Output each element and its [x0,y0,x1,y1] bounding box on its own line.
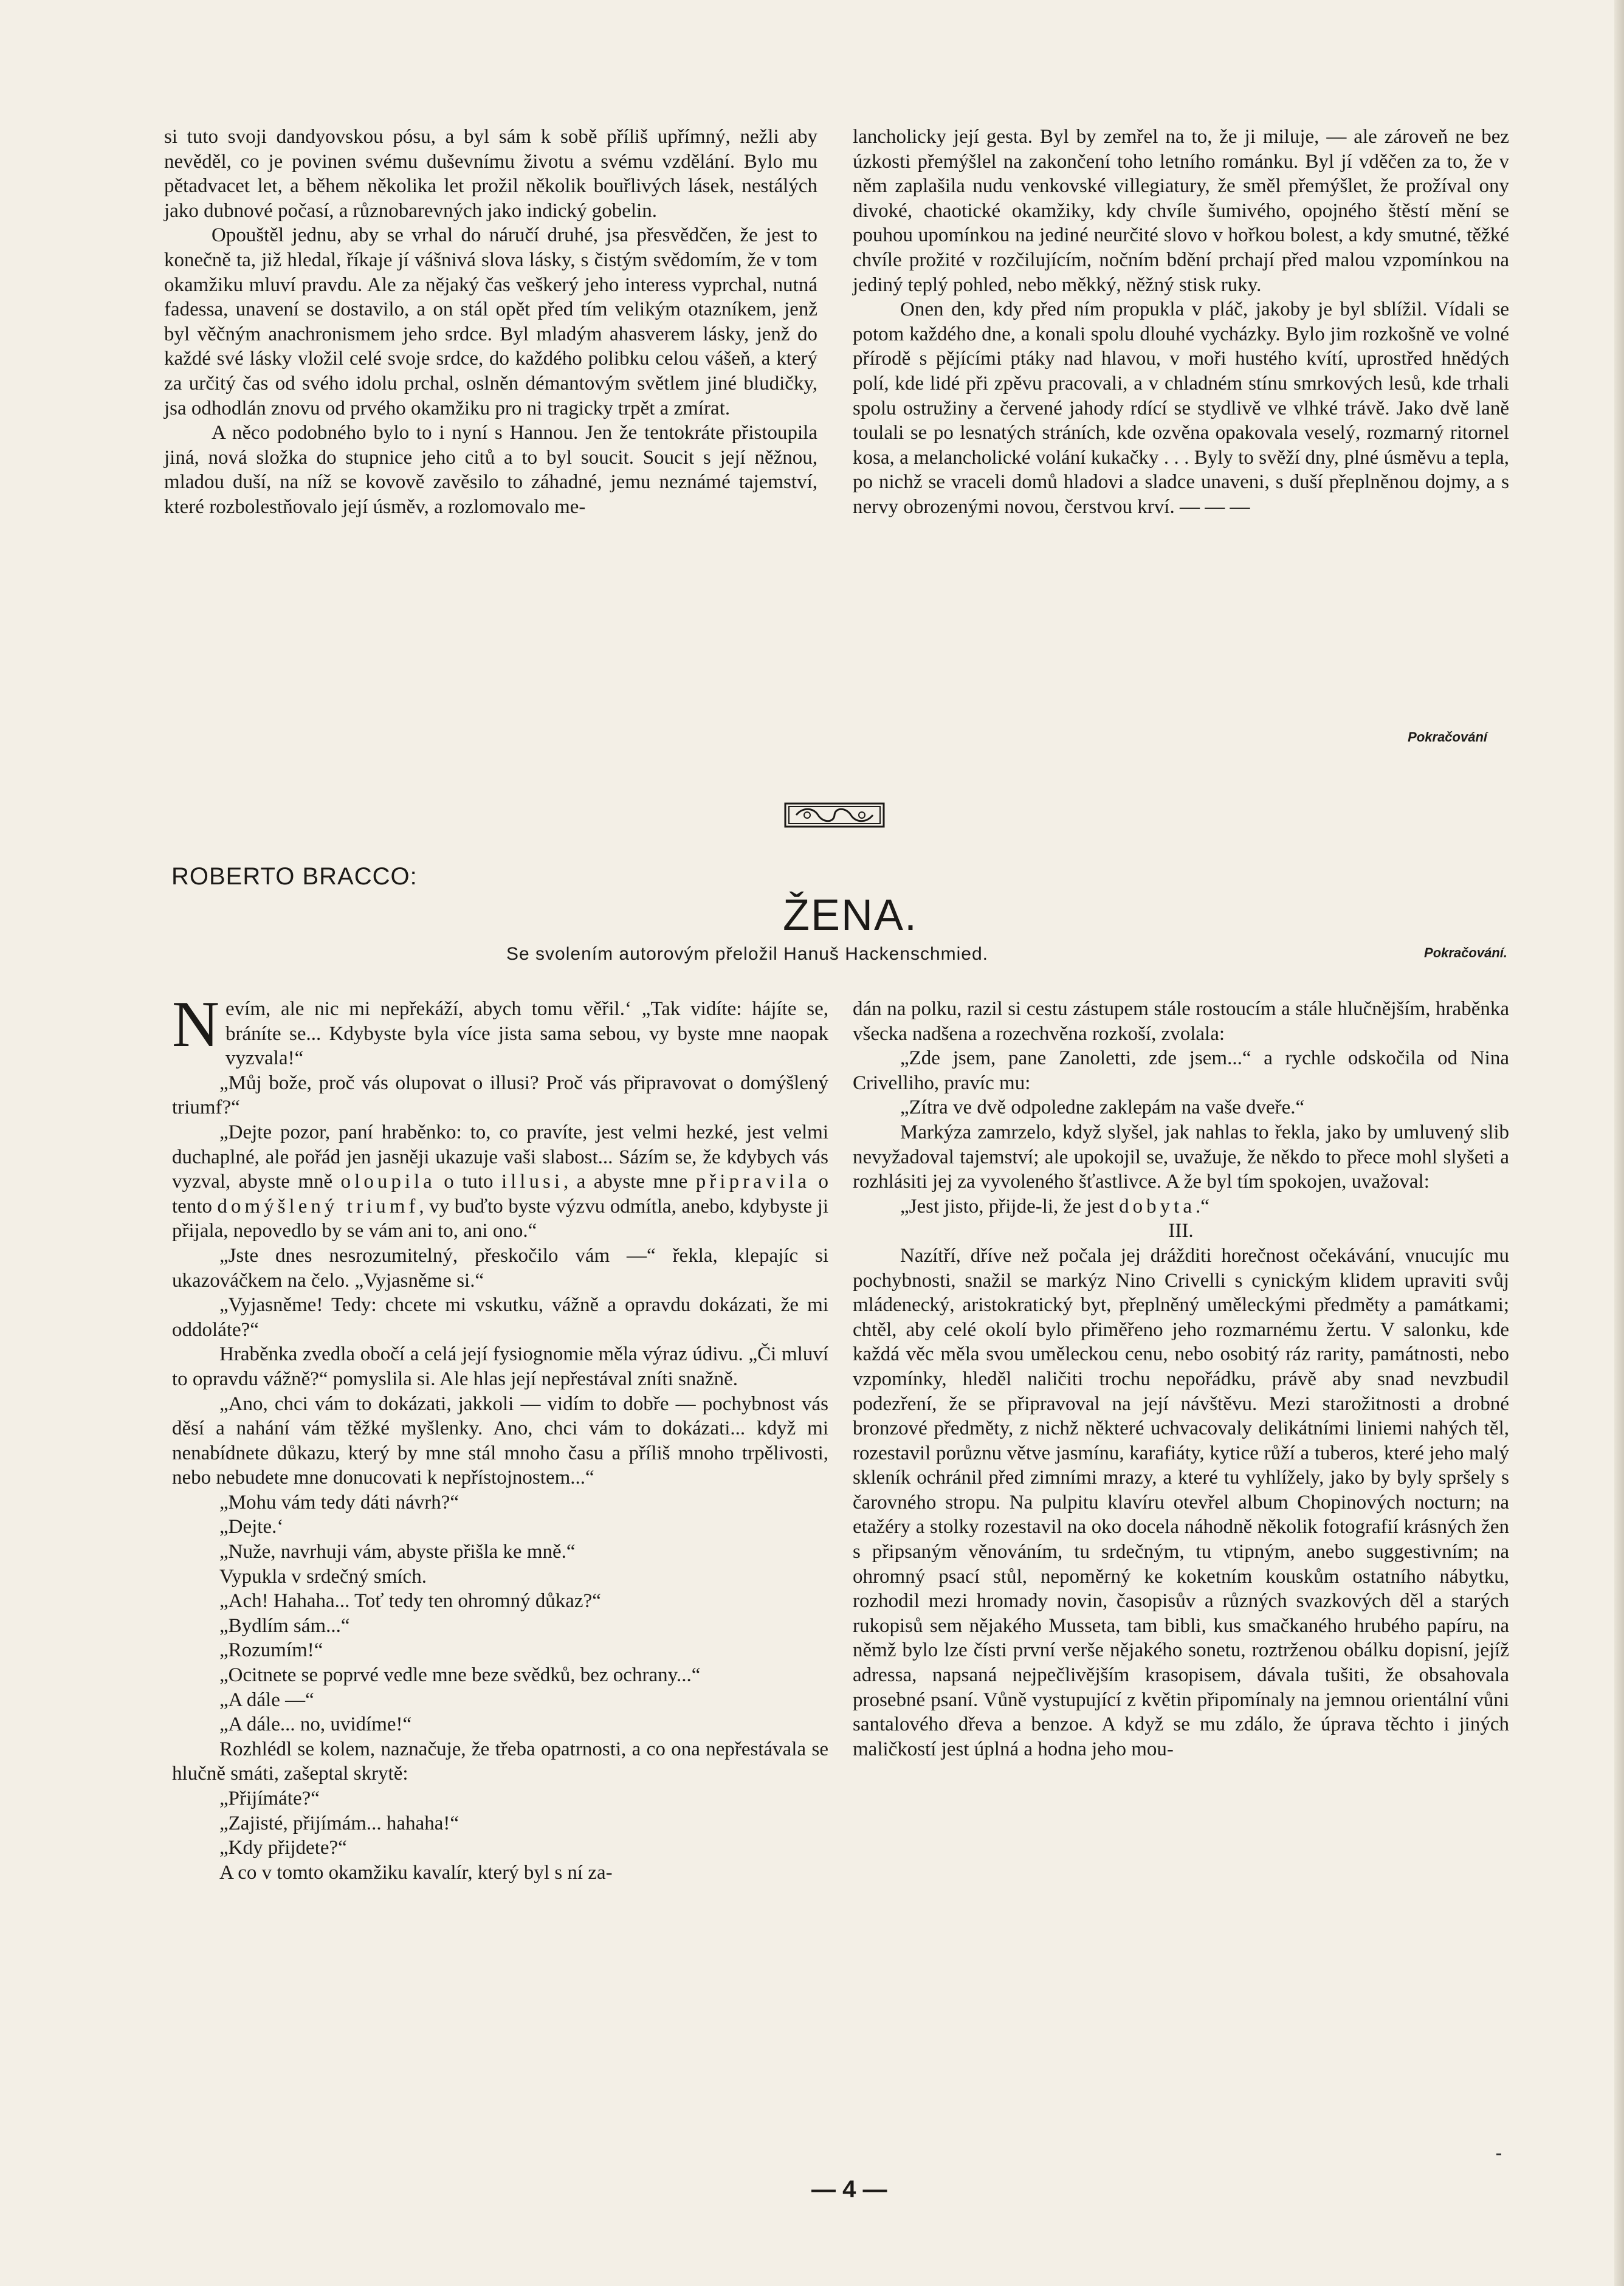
paragraph [172,1515,828,1540]
paragraph-text: „Ocitnete se poprvé vedle mne beze svědků, bez ochrany...“ [219,1664,701,1687]
emphasis-spaced: oloupila [340,1171,436,1193]
paragraph [172,1565,828,1589]
paragraph-text: „Zítra ve dvě odpoledne zaklepám na vaše dveře.“ [900,1097,1305,1119]
paragraph [853,1046,1509,1095]
text-run: „Jest jisto, přijde-li, že jest [900,1195,1120,1217]
paragraph-text: „Kdy přijdete?“ [219,1837,347,1859]
ornament-divider-icon [784,801,885,829]
article-top-left-column [164,125,817,520]
paragraph [172,1293,828,1342]
paragraph [172,1638,828,1663]
paragraph-text: Nazítří, dříve než počala jej drážditi horečnost očekávání, vnucujíc mu pochybnosti, snažil se markýz Nino Crivelli s cynickým klidem upraviti svůj mládenecký, aristokratický byt, přeplněný uměleckými předměty a památkami; chtěl, aby celé okolí bylo přiměřeno jeho rozmarnému žertu. V salonku, kde každá věc měla svou uměleckou cenu, nebo osobitý ráz rarity, památnosti, nebo vzpomínky, hleděl naličiti trochu nepořádku, právě aby snad nevzbudil podezření, že se připravoval na její návštěvu. Mezi starožitnosti a drobné bronzové předměty, z nichž některé uchvacovaly delikátními liniemi nahých těl, rozestavil porůznu větve jasmínu, karafiáty, kytice růží a tuberos, které jeho malý skleník ochránil před zimními mrazy, a které tu vyhlížely, jako by byly spršely s čarovného stropu. Na pulpitu klavíru otevřel album Chopinových nocturn; na etažéry a stolky rozestavil na oko docela náhodně několik fotografií krásných žen s připsaným věnováním, tu srdečným, tu vtipným, anebo suggestivním; na ohromný psací stůl, nepoměrný ke koketním kouskům ostatního nábytku, rozhodil mezi hromady novin, časopisův a různých svazkových děl a starých rukopisů sem nějakého Musseta, tam bibli, kus smačkaného hrubého papíru, na němž bylo lze čísti první verše nějakého sonetu, roztrženou obálku dopisní, jejíž adressa, napsaná nejpečlivějším krasopisem, dávala tušiti, že obsahovala prosebné psaní. Vůně vystupující z květin připomínaly na jemnou orientální vůni santalového dřeva a benzoe. A když se mu zdálo, že úprava těchto i jiných maličkostí jest úplná a hodna jeho mou- [853,1244,1509,1760]
paragraph [853,125,1509,297]
text-run: , a abyste mne [563,1171,696,1193]
drop-cap: N [172,988,219,1061]
paragraph-text: „A dále... no, uvidíme!“ [219,1713,412,1736]
paragraph [853,1194,1509,1219]
author-heading: ROBERTO BRACCO: [171,863,418,890]
paragraph [164,421,817,519]
emphasis-spaced: domýšlený triumf [217,1195,419,1217]
paragraph [853,1120,1509,1194]
story-right-column [853,997,1509,1761]
paragraph-text: „Ach! Hahaha... Toť tedy ten ohromný důkaz?“ [219,1590,601,1613]
paragraph-text: „Zajisté, přijímám... hahaha!“ [219,1812,459,1834]
paragraph-text: A něco podobného bylo to i nyní s Hannou. Jen že tentokráte přistoupila jiná, nová složka do stupnice jeho citů a to byl soucit. Soucit s její něžnou, mladou duší, na níž se kovově zavěsilo to záhadné, jemu neznámé tajemství, které rozbolestňovalo její úsměv, a rozlomovalo me- [164,422,817,518]
paragraph-text: „A dále —“ [219,1689,314,1711]
paragraph-text: „Můj bože, proč vás olupovat o illusi? Proč vás připravovat o domýšlený triumf?“ [172,1072,828,1119]
paragraph [172,1663,828,1688]
paragraph [853,997,1509,1046]
paragraph [853,1219,1509,1244]
paragraph [853,1244,1509,1761]
paragraph-text: „Zde jsem, pane Zanoletti, zde jsem...“ a rychle odskočila od Nina Crivelliho, pravíc mu: [853,1047,1509,1094]
paragraph-text: Vypukla v srdečný smích. [219,1565,427,1588]
paragraph [172,1342,828,1391]
paragraph [172,1120,828,1244]
paragraph [172,1540,828,1565]
paragraph [172,1712,828,1737]
paragraph-text: „Bydlím sám...“ [219,1614,350,1637]
text-run: o tento [172,1171,828,1217]
text-run: .“ [1196,1195,1209,1217]
paragraph [172,1071,828,1120]
paragraph [172,1490,828,1515]
paragraph [164,223,817,421]
paragraph-text: „Vyjasněme! Tedy: chcete mi vskutku, vážně a opravdu dokázati, že mi oddoláte?“ [172,1294,828,1341]
story-title: ŽENA. [783,891,918,940]
paragraph-text: III. [1168,1220,1194,1242]
paragraph-text: si tuto svoji dandyovskou pósu, a byl sám k sobě příliš upřímný, nežli aby nevěděl, co je povinen svému duševnímu životu a svému vzdělání. Bylo mu pětadvacet let, a během několika let prožil několik bouřlivých lásek, nestálých jako dubnové počasí, a různobarevných jako indický gobelin. [164,126,817,222]
paragraph [172,1392,828,1490]
paragraph-text: „Rozumím!“ [219,1639,323,1662]
paragraph-text: „Jste dnes nesrozumitelný, přeskočilo vám —“ řekla, klepajíc si ukazováčkem na čelo. „Vyjasněme si.“ [172,1244,828,1292]
emphasis-spaced: připravila [695,1171,811,1193]
continuation-note-title: Pokračování. [1424,945,1507,960]
paragraph-text: „Mohu vám tedy dáti návrh?“ [219,1491,459,1513]
paragraph [172,1244,828,1293]
paragraph [172,1688,828,1713]
paragraph [172,1786,828,1811]
paragraph-text: „Ano, chci vám to dokázati, jakkoli — vidím to dobře — pochybnost vás děsí a nahání vám těžké myšlenky. Ano, chci vám to dokázati... když mi nenabídnete důkazu, který by mne stál mnoho času a příliš mnoho trpělivosti, nebo nebudete mne donucovati k nepřístojnostem...“ [172,1393,828,1489]
text-run: , vy buďto byste výzvu odmítla, anebo, kdybyste ji přijala, nepovedlo by se vám ani to, ani ono.“ [172,1195,829,1242]
paragraph-text: „Přijímáte?“ [219,1788,320,1809]
page-number: — 4 — [811,2176,887,2203]
paragraph [172,988,828,1071]
emphasis-spaced: dobyta [1119,1195,1196,1217]
paragraph-text: Onen den, kdy před ním propukla v pláč, jakoby je byl sblížil. Vídali se potom každého dne, a konali spolu dlouhé vycházky. Bylo jim rozkošně ve volné přírodě s pějícími ptáky nad hlavou, v moři hustého kvítí, uprostřed hnědých polí, kde lidé při zpěvu pracovali, a v chladném stínu smrkových lesů, kde trhali spolu ostružiny a červené jahody rdící se stydlivě ve vlhké trávě. Jako dvě laně toulali se po lesnatých stráních, kde ozvěna opakovala veselý, rozmarný ritornel kosa, a melancholické volání kukačky . . . Byly to svěží dny, plné úsměvu a tepla, po nichž se vraceli domů hladovi a sladce unaveni, s duší přeplněnou dojmy, a s nervy obrozenými novou, čerstvou krví. — — — [853,298,1509,518]
paragraph-text: „Dejte.‘ [219,1516,284,1538]
paragraph-text: lancholicky její gesta. Byl by zemřel na to, že ji miluje, — ale zároveň ne bez úzkosti přemýšlel na zakončení toho letního románku. Byl jí vděčen za to, že v něm zaplašila nudu venkovské villegiatury, že směl přemýšlet, že prožíval ony divoké, chaotické okamžiky, kdy chvíle šumivého, opojného štěstí mění se pouhou upomínkou na jediné neurčité slovo v hořkou bolest, a kdy smutné, těžké chvíle prožité v rozčilujícím, nočním bdění prchají před malou vzpomínkou na jediný teplý pohled, nebo měkký, něžný stisk ruky. [853,126,1509,296]
paragraph-text: Hraběnka zvedla obočí a celá její fysiognomie měla výraz údivu. „Či mluví to opravdu vážně?“ pomyslila si. Ale hlas její nepřestával zníti snažně. [172,1343,828,1390]
paragraph [172,1737,828,1786]
paragraph [172,1589,828,1614]
paragraph-text: Markýza zamrzelo, když slyšel, jak nahlas to řekla, jako by umluvený slib nevyžadoval tajemství; ale upokojil se, uvažuje, že někdo to přece mohl slyšeti a rozhlásiti jej za vyvoleného šťastlivce. A že byl tím spokojen, uvažoval: [853,1121,1509,1193]
paragraph-text: evím, ale nic mi nepřekáží, abych tomu věřil.‘ „Tak vidíte: hájíte se, bráníte se... Kdybyste byla více jista sama sebou, vy byste mne naopak vyzvala!“ [225,998,828,1070]
paragraph-text: Rozhlédl se kolem, naznačuje, že třeba opatrnosti, a co ona nepřestávala se hlučně smáti, zašeptal skrytě: [172,1738,828,1785]
paragraph [172,1861,828,1885]
paragraph [853,297,1509,519]
paragraph [172,1614,828,1639]
paragraph-text: A co v tomto okamžiku kavalír, který byl s ní za- [219,1861,613,1884]
emphasis-spaced: illusi [501,1171,563,1193]
text-run: „Dejte pozor, paní hraběnko: to, co pravíte, jest velmi hezké, jest velmi duchaplné, ale pořád jen jasněji ukazuje vaši slabost... Sázím se, že kdybych vás vyzval, abyste mně [172,1121,828,1193]
article-top-right-column [853,125,1509,520]
paragraph-text: dán na polku, razil si cestu zástupem stále rostoucím a stále hlučnějším, hraběnka všecka nadšena a rozechvěna rozkoší, zvolala: [853,998,1509,1045]
continuation-note-top: Pokračování [1408,729,1487,745]
paragraph [164,125,817,223]
paragraph [853,1095,1509,1120]
story-left-column [172,988,829,1885]
translator-credit: Se svolením autorovým přeložil Hanuš Hackenschmied. [506,944,988,964]
page-edge [1614,0,1624,2286]
paragraph-text: Opouštěl jednu, aby se vrhal do náručí druhé, jsa přesvědčen, že jest to konečně ta, již hledal, říkaje jí vášnivá slova lásky, s čistým svědomím, že v tom okamžiku mluví pravdu. Ale za nějaký čas veškerý jeho interess vyprchal, nutná fadessa, unavení se dostavilo, a on stál opět před tím velikým otazníkem, jenž byl věčným anachronismem jeho srdce. Byl mladým ahasverem lásky, jenž do každé své lásky vložil celé svoje srdce, do každého polibku celou vášeň, a který za určitý čas od svého idolu prchal, oslněn démantovým světlem jiné bludičky, jsa odhodlán znovu od prvého okamžiku pro ni tragicky trpět a zmírat. [164,224,817,419]
paragraph [172,1811,828,1836]
paragraph-text: „Nuže, navrhuji vám, abyste přišla ke mně.“ [219,1541,576,1563]
paragraph [172,1836,828,1861]
edge-mark [1496,2153,1501,2155]
text-run: o tuto [435,1171,501,1193]
